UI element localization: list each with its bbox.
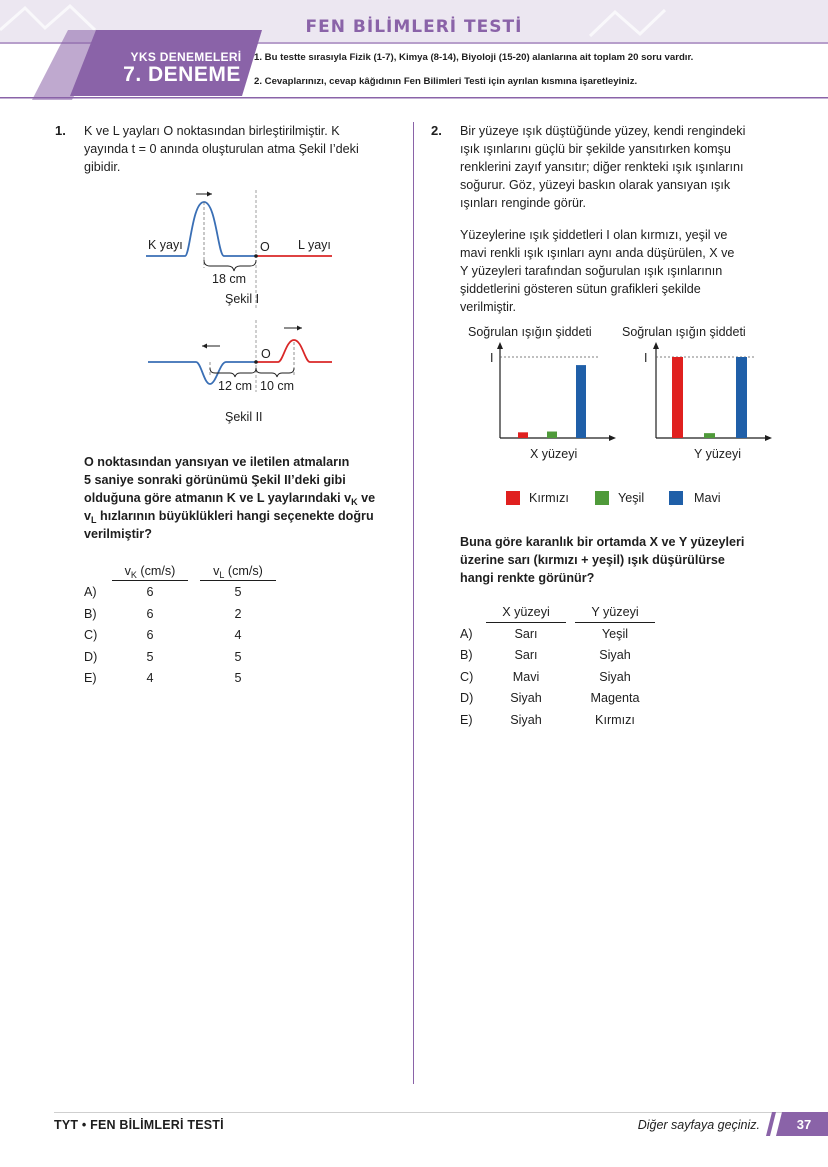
legend-swatch-red [506,491,520,505]
legend-swatch-green [595,491,609,505]
question-stem-line: olduğuna göre atmanın K ve L yaylarındaki $v_K$ ve [84,491,376,507]
bar-chart-y [616,320,781,465]
spring-figure-1 [140,190,340,310]
y-surface-color: Magenta [590,691,640,705]
vk-value: 4 [146,671,154,685]
vk-value: 6 [146,607,154,621]
x-surface-color: Mavi [512,670,540,684]
reference-label: I [644,351,648,365]
o-label: O [261,347,271,361]
exam-title: FEN BİLİMLERİ TESTİ [305,17,523,37]
left-distance-label: 12 cm [218,379,253,393]
right-distance-label: 10 cm [260,379,295,393]
option-label: C) [84,628,98,642]
distance-label: 18 cm [212,272,247,286]
paragraph-line: Yüzeylerine ışık şiddetleri I olan kırmızı, yeşil ve [460,228,728,242]
question-stem-line: Buna göre karanlık bir ortamda X ve Y yüzeyleri [460,535,745,549]
question-stem-line: üzerine sarı (kırmızı + yeşil) ışık düşürülürse [460,553,725,567]
vl-column-header: $v_L$ (cm/s) [213,564,263,580]
x-surface-color: Sarı [514,627,538,641]
vl-value: 5 [234,650,242,664]
page-number: 37 [796,1117,812,1132]
legend-label: Mavi [694,491,721,505]
option-label: D) [84,650,98,664]
next-page-hint: Diğer sayfaya geçiniz. [637,1118,760,1132]
vk-column-header: $v_K$ (cm/s) [124,564,176,580]
footer-test-name: TYT • FEN BİLİMLERİ TESTİ [54,1118,224,1132]
column-underline [486,622,566,623]
paragraph-line: verilmiştir. [460,300,516,314]
column-underline [575,622,655,623]
vl-value: 4 [234,628,242,642]
vk-value: 6 [146,628,154,642]
y-surface-color: Siyah [599,670,631,684]
option-label: B) [84,607,97,621]
o-label: O [260,240,270,254]
x-surface-color: Siyah [510,691,542,705]
bar-yeşil [547,432,557,438]
paragraph-line: şiddetlerini gösteren sütun grafikleri şekilde [460,282,701,296]
question-stem-line: hangi renkte görünür? [460,571,595,585]
distance-brace [204,260,256,271]
y-surface-color: Yeşil [601,627,629,641]
question-intro-line: gibidir. [84,160,121,174]
y-surface-color: Siyah [599,648,631,662]
x-axis-label: X yüzeyi [530,447,578,461]
bar-kırmızı [672,357,683,438]
paragraph-line: soğurur. Göz, yüzeyi baskın olarak yansıyan ışık [460,178,731,192]
figure-caption: Şekil II [225,410,263,424]
question-intro-line: K ve L yayları O noktasından birleştirilmiştir. K [84,124,340,138]
deneme-label: 7. DENEME [123,63,241,86]
question-number: 1. [55,123,66,138]
bar-chart-x [462,320,622,465]
question-intro-line: yayında t = 0 anında oluşturulan atma Şekil I’deki [84,142,359,156]
vk-value: 6 [146,585,154,599]
column-divider [413,122,414,1084]
chart-title: Soğrulan ışığın şiddeti [622,325,746,339]
series-label: YKS DENEMELERİ [130,50,242,64]
question-number: 2. [431,123,442,138]
vl-value: 2 [234,607,242,621]
question-stem-line: O noktasından yansıyan ve iletilen atmaların [84,455,350,469]
vl-value: 5 [234,671,242,685]
k-spring-label: K yayı [148,238,183,252]
y-surface-color: Kırmızı [595,713,635,727]
option-label: E) [84,671,97,685]
option-label: D) [460,691,474,705]
option-label: B) [460,648,473,662]
bar-kırmızı [518,432,528,438]
column-underline [112,580,188,581]
x-axis-label: Y yüzeyi [694,447,742,461]
paragraph-line: Bir yüzeye ışık düştüğünde yüzey, kendi rengindeki [460,124,746,138]
o-point [254,360,258,364]
spring-figure-2 [140,320,340,430]
l-spring-label: L yayı [298,238,331,252]
bar-yeşil [704,433,715,438]
footer-divider [54,1112,828,1113]
instruction-note: 1. Bu testte sırasıyla Fizik (1-7), Kimya (8-14), Biyoloji (15-20) alanlarına ait toplam 20 soru vardır. [254,52,694,63]
reference-label: I [490,351,494,365]
instruction-note: 2. Cevaplarınızı, cevap kâğıdının Fen Bilimleri Testi için ayrılan kısmına işaretleyiniz. [254,76,638,87]
bar-mavi [736,357,747,438]
paragraph-line: Y yüzeyleri tarafından soğurulan ışık ışınlarının [460,264,723,278]
vk-value: 5 [146,650,154,664]
option-label: C) [460,670,474,684]
paragraph-line: ışınları renginde görür. [460,196,587,210]
option-label: A) [84,585,97,599]
question-stem-line: verilmiştir? [84,527,152,541]
o-point [254,254,258,258]
paragraph-line: mavi renkli ışık ışınları aynı anda düşürülen, X ve [460,246,735,260]
x-surface-color: Siyah [510,713,542,727]
option-label: A) [460,627,473,641]
y-surface-column-header: Y yüzeyi [591,605,639,619]
chart-title: Soğrulan ışığın şiddeti [468,325,592,339]
question-stem-line: 5 saniye sonraki görünümü Şekil II’deki gibi [84,473,346,487]
figure-caption: Şekil I [225,292,260,306]
question-stem-line: $v_L$ hızlarının büyüklükleri hangi seçenekte doğru [84,509,374,525]
column-underline [200,580,276,581]
bar-mavi [576,365,586,438]
paragraph-line: renklerini zayıf yansıtır; diğer renkteki ışık ışınlarını [460,160,744,174]
legend-swatch-blue [669,491,683,505]
x-surface-column-header: X yüzeyi [502,605,550,619]
right-distance-brace [256,368,294,377]
legend-label: Yeşil [618,491,645,505]
option-label: E) [460,713,473,727]
legend-label: Kırmızı [529,491,569,505]
paragraph-line: ışık ışınlarını güçlü bir şekilde yansıtırken komşu [460,142,731,156]
x-surface-color: Sarı [514,648,538,662]
vl-value: 5 [234,585,242,599]
